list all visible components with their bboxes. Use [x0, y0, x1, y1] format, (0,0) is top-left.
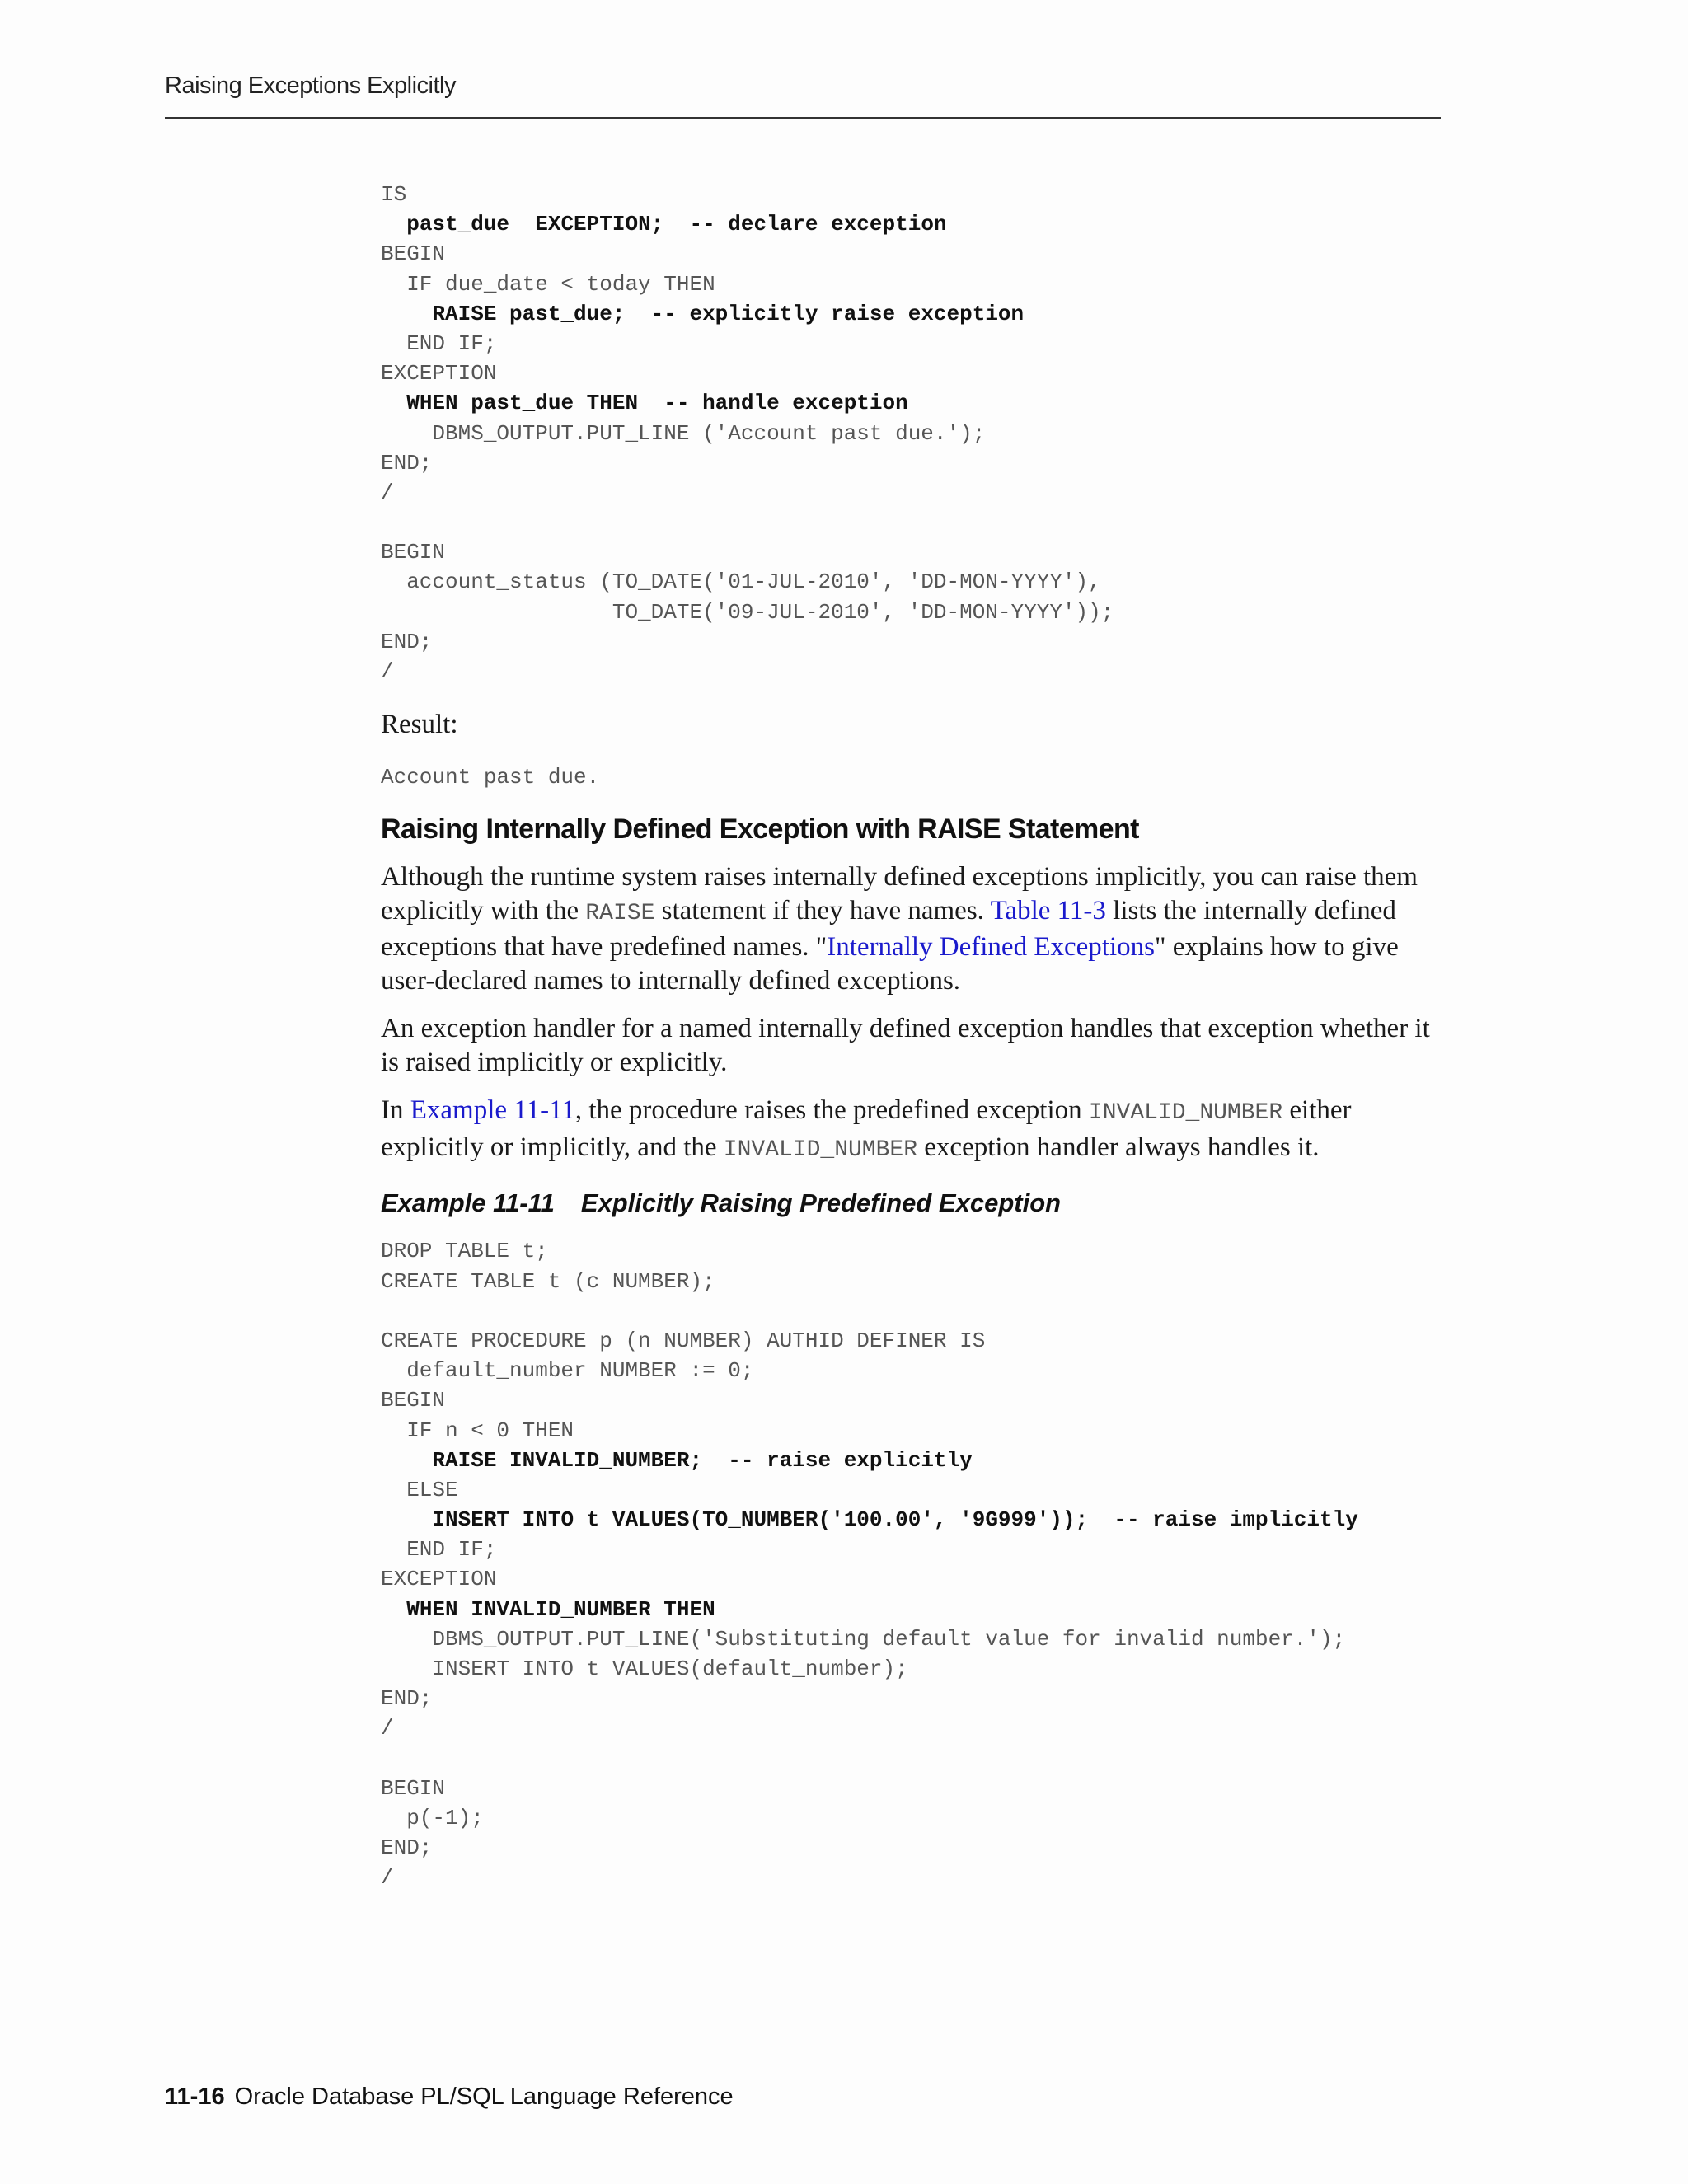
page-content: [381, 180, 1444, 1893]
inline-code-raise: RAISE: [585, 900, 655, 926]
example-title: Explicitly Raising Predefined Exception: [580, 1188, 1062, 1218]
paragraph-raise-internal: Although the runtime system raises internally defined exceptions implicitly, you can raise them explicitly with the RAISE statement if they have names. Table 11-3 lists the internally defined exceptions that have predefined names. "Internally Defined Exceptions" explains how to give user-declared names to internally defined exceptions.: [381, 862, 1418, 996]
result-label: Result:: [381, 710, 458, 740]
code-line: [381, 567, 1444, 597]
code-line: [381, 1624, 1444, 1654]
code-block-example-11-11: [381, 1236, 1444, 1892]
code-line: [381, 1774, 1444, 1803]
code-line: [381, 388, 1444, 418]
code-text: DBMS_OUTPUT.PUT_LINE('Substituting default value for invalid number.');: [381, 1626, 1346, 1652]
code-text: BEGIN: [381, 1775, 446, 1801]
code-text: ELSE: [381, 1477, 458, 1502]
code-line: [381, 1564, 1444, 1594]
inline-code-invalid-number: INVALID_NUMBER: [1088, 1100, 1283, 1127]
code-text: /: [381, 1865, 394, 1891]
code-text: END;: [381, 450, 433, 476]
code-line: [381, 269, 1444, 299]
code-emphasis: WHEN INVALID_NUMBER THEN: [406, 1596, 715, 1622]
code-text: EXCEPTION: [381, 1567, 497, 1592]
code-text: IS: [381, 182, 407, 207]
code-text: DROP TABLE t;: [381, 1239, 548, 1264]
code-line: [381, 627, 1444, 657]
running-header: Raising Exceptions Explicitly: [165, 73, 456, 99]
code-text: [381, 212, 406, 237]
paragraph-exception-handler: An exception handler for a named internally defined exception handles that exception whether it is raised implicitly or explicitly.: [381, 1014, 1430, 1077]
section-heading: Raising Internally Defined Exception with RAISE Statement: [381, 813, 1139, 846]
code-block-account-status: [381, 180, 1444, 687]
code-line: [381, 1267, 1444, 1296]
code-line: [381, 1446, 1444, 1475]
link-example-11-11[interactable]: Example 11-11: [410, 1095, 575, 1126]
code-text: BEGIN: [381, 1388, 446, 1413]
code-line: [381, 1713, 1444, 1743]
code-text: default_number NUMBER := 0;: [381, 1358, 754, 1384]
code-text: /: [381, 659, 394, 684]
code-line: [381, 478, 1444, 508]
code-text: END;: [381, 1686, 433, 1712]
code-line: [381, 180, 1444, 209]
code-line: [381, 1595, 1444, 1624]
code-line: [381, 1296, 1444, 1326]
code-text: BEGIN: [381, 540, 446, 565]
code-line: [381, 1833, 1444, 1863]
code-line: [381, 598, 1444, 627]
code-emphasis: WHEN past_due THEN -- handle exception: [406, 391, 908, 416]
code-text: [381, 1746, 394, 1771]
code-text: END;: [381, 1835, 433, 1861]
code-line: [381, 359, 1444, 388]
code-text: IF due_date < today THEN: [381, 271, 715, 297]
code-text: [381, 391, 406, 415]
code-text: IF n < 0 THEN: [381, 1418, 574, 1443]
code-line: [381, 1535, 1444, 1564]
page-footer: [165, 2083, 734, 2111]
result-output: Account past due.: [381, 765, 600, 790]
page-number: 11-16: [165, 2083, 225, 2110]
code-line: [381, 1326, 1444, 1356]
code-text: /: [381, 1716, 394, 1741]
code-text: BEGIN: [381, 241, 446, 267]
code-line: [381, 657, 1444, 687]
code-text: p(-1);: [381, 1805, 484, 1830]
example-label: Example 11-11: [381, 1188, 555, 1218]
code-emphasis: past_due EXCEPTION; -- declare exception: [406, 212, 947, 237]
code-line: [381, 1416, 1444, 1446]
code-line: [381, 419, 1444, 448]
code-text: [381, 1448, 432, 1473]
code-line: [381, 1744, 1444, 1774]
code-text: EXCEPTION: [381, 361, 497, 387]
code-line: [381, 1863, 1444, 1892]
code-emphasis: RAISE past_due; -- explicitly raise exception: [432, 301, 1025, 326]
code-text: [381, 1299, 394, 1324]
code-text: DBMS_OUTPUT.PUT_LINE ('Account past due.');: [381, 420, 986, 446]
code-line: [381, 1654, 1444, 1684]
code-text: [381, 1507, 432, 1532]
paragraph-example-intro: In Example 11-11, the procedure raises the predefined exception INVALID_NUMBER either explicitly or implicitly, and the INVALID_NUMBER exception handler always handles it.: [381, 1095, 1352, 1163]
code-text: TO_DATE('09-JUL-2010', 'DD-MON-YYYY'));: [381, 599, 1114, 625]
code-emphasis: INSERT INTO t VALUES(TO_NUMBER('100.00', '9G999')); -- raise implicitly: [432, 1507, 1358, 1533]
code-line: [381, 537, 1444, 567]
code-text: END;: [381, 629, 433, 654]
code-line: [381, 1475, 1444, 1505]
code-emphasis: RAISE INVALID_NUMBER; -- raise explicitly: [432, 1447, 973, 1473]
inline-code-invalid-number: INVALID_NUMBER: [723, 1137, 918, 1163]
code-text: [381, 302, 432, 326]
link-internally-defined-exceptions[interactable]: Internally Defined Exceptions: [827, 932, 1155, 963]
link-table-11-3[interactable]: Table 11-3: [990, 895, 1106, 926]
code-text: END IF;: [381, 330, 497, 356]
code-line: [381, 508, 1444, 537]
code-text: END IF;: [381, 1537, 497, 1563]
code-text: CREATE PROCEDURE p (n NUMBER) AUTHID DEFINER IS: [381, 1328, 986, 1353]
code-text: account_status (TO_DATE('01-JUL-2010', 'DD-MON-YYYY'),: [381, 569, 1101, 595]
book-title: Oracle Database PL/SQL Language Reference: [234, 2083, 734, 2110]
example-caption: [381, 1188, 1444, 1218]
code-text: [381, 1597, 406, 1622]
code-line: [381, 1385, 1444, 1415]
code-line: [381, 329, 1444, 359]
code-line: [381, 239, 1444, 269]
code-line: [381, 209, 1444, 239]
header-rule: [165, 117, 1441, 119]
code-text: CREATE TABLE t (c NUMBER);: [381, 1268, 715, 1294]
code-text: [381, 510, 394, 535]
code-line: [381, 1684, 1444, 1713]
code-line: [381, 1505, 1444, 1535]
code-text: /: [381, 480, 394, 505]
code-line: [381, 1803, 1444, 1833]
code-line: [381, 299, 1444, 329]
code-line: [381, 1236, 1444, 1266]
code-line: [381, 448, 1444, 478]
code-text: INSERT INTO t VALUES(default_number);: [381, 1657, 908, 1682]
code-line: [381, 1356, 1444, 1385]
